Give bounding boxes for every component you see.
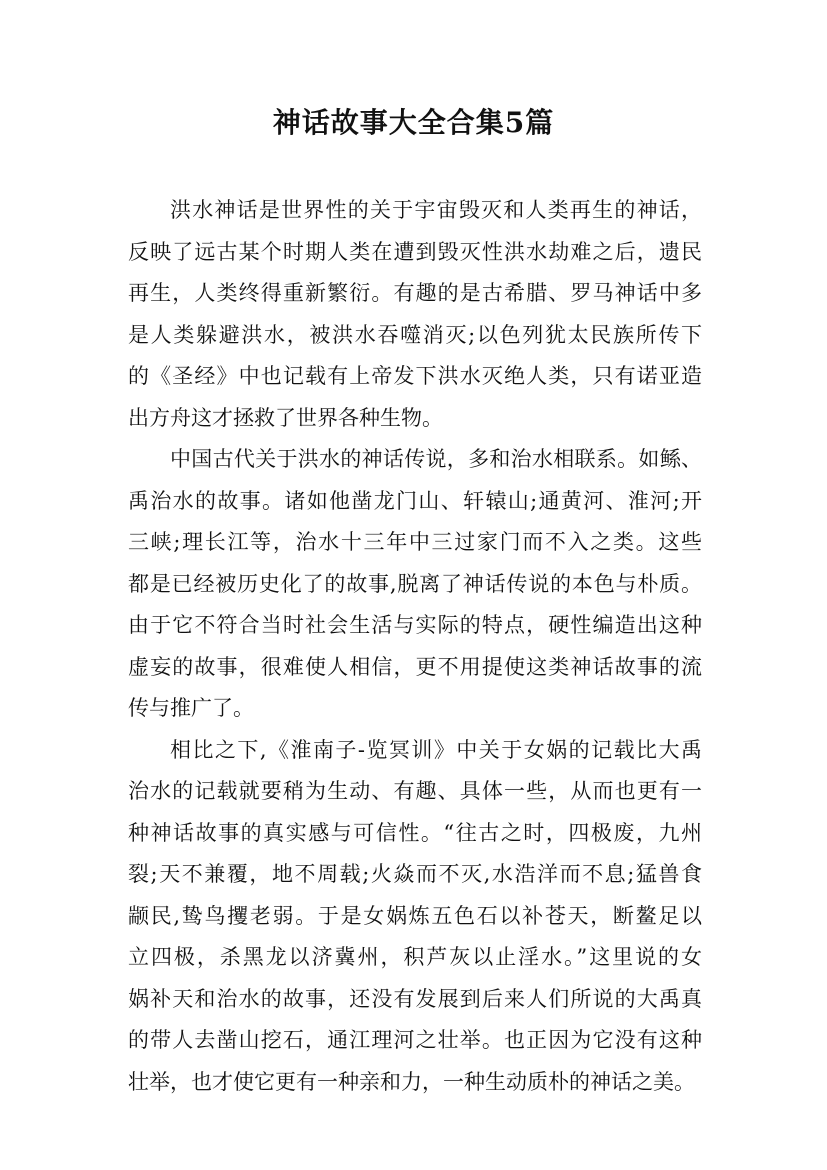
paragraph-flood-myth: [128, 190, 702, 439]
page-title: 神话故事大全合集5篇: [272, 106, 555, 139]
text-line: 裂;天不兼覆，地不周载;火焱而不灭,水浩洋而不息;猛兽食: [128, 862, 702, 886]
text-line: 的《圣经》中也记载有上帝发下洪水灭绝人类，只有诺亚造: [128, 364, 702, 388]
document-body: [128, 190, 702, 1103]
text-line: 都是已经被历史化了的故事,脱离了神话传说的本色与朴质。: [128, 571, 702, 596]
text-line: 的带人去凿山挖石，通江理河之壮举。也正因为它没有这种: [128, 1028, 702, 1052]
text-line: 是人类躲避洪水，被洪水吞噬消灭;以色列犹太民族所传下: [128, 322, 702, 347]
text-line: 壮举，也才使它更有一种亲和力，一种生动质朴的神话之美。: [128, 1069, 695, 1094]
text-line: 传与推广了。: [128, 696, 254, 720]
text-line: 治水的记载就要稍为生动、有趣、具体一些，从而也更有一: [128, 779, 702, 803]
text-line: 再生，人类终得重新繁衍。有趣的是古希腊、罗马神话中多: [128, 281, 702, 305]
paragraph-nuwa: [128, 730, 702, 1104]
text-line: 相比之下,《淮南子-览冥训》中关于女娲的记载比大禹: [170, 737, 702, 762]
text-line: 种神话故事的真实感与可信性。“往古之时，四极废，九州: [128, 820, 702, 845]
text-line: 洪水神话是世界性的关于宇宙毁灭和人类再生的神话，: [170, 198, 702, 222]
paragraph-chinese-flood: [128, 439, 702, 730]
text-line: 禹治水的故事。诸如他凿龙门山、轩辕山;通黄河、淮河;开: [128, 488, 702, 513]
text-line: 出方舟这才拯救了世界各种生物。: [128, 405, 443, 430]
text-line: 虚妄的故事，很难使人相信，更不用提使这类神话故事的流: [128, 654, 702, 679]
text-line: 颛民,鸷鸟攫老弱。于是女娲炼五色石以补苍天，断鳌足以: [128, 903, 702, 928]
text-line: 反映了远古某个时期人类在遭到毁灭性洪水劫难之后，遗民: [128, 239, 702, 264]
text-line: 立四极，杀黑龙以济冀州，积芦灰以止淫水。”这里说的女: [128, 945, 702, 969]
text-line: 由于它不符合当时社会生活与实际的特点，硬性编造出这种: [128, 613, 702, 637]
text-line: 三峡;理长江等，治水十三年中三过家门而不入之类。这些: [128, 530, 702, 554]
text-line: 娲补天和治水的故事，还没有发展到后来人们所说的大禹真: [128, 986, 702, 1011]
text-line: 中国古代关于洪水的神话传说，多和治水相联系。如鲧、: [170, 447, 702, 471]
